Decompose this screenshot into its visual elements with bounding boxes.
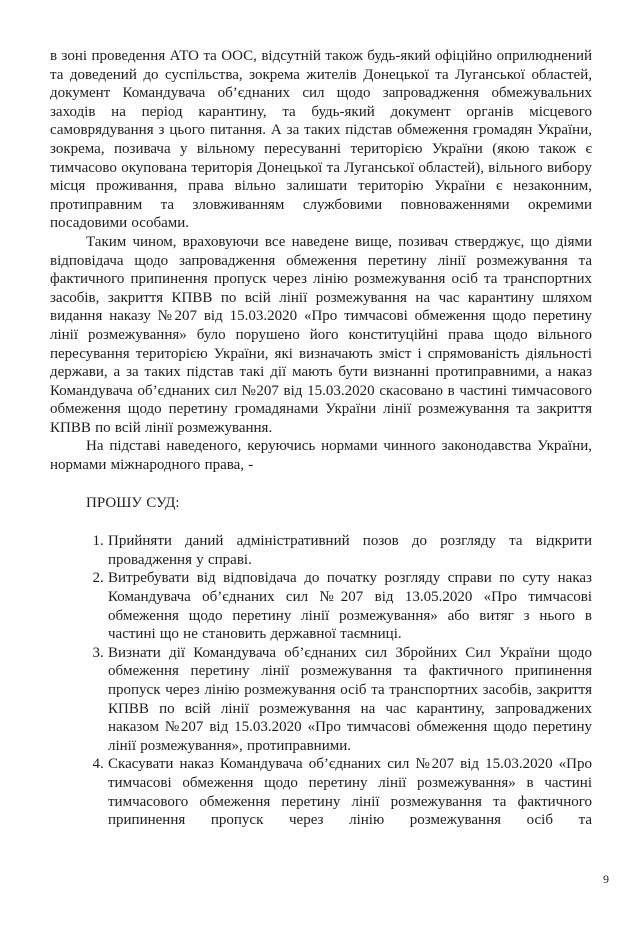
- petition-list: [87, 532, 592, 830]
- petition-item-4: 4. Скасувати наказ Командувача об’єднаних сил №207 від 15.03.2020 «Про тимчасові обмеження щодо перетину лінії розмежування» в частині тимчасового обмеження перетину лінії розмежування та фактичного припинення пропуск через лінію розмежування осіб та: [108, 755, 592, 829]
- body-paragraph-legal-basis: На підставі наведеного, керуючись нормами чинного законодавства України, нормами міжнародного права, -: [50, 438, 592, 474]
- body-paragraph-continuation: в зоні проведення АТО та ООС, відсутній також будь-який офіційно оприлюднений та доведений до суспільства, зокрема жителів Донецької та Луганської областей, документ Командувача об’єднаних сил щодо запровадження обмежувальних заходів на період карантину, та будь-який документ органів місцевого самоврядування з цього питання. А за таких підстав обмеження громадян України, зокрема, позивача у вільному пересуванні територією України (якою також є тимчасово окупована територія Донецької та Луганської областей), вільного вибору місця проживання, права вільно залишати територію України є незаконним, протиправним та зловживанням службовими повноваженнями окремими посадовими особами.: [50, 48, 592, 232]
- petition-item-1: 1. Прийняти даний адміністративний позов до розгляду та відкрити провадження у справі.: [108, 532, 592, 569]
- page-number: 9: [603, 872, 609, 886]
- petition-item-3: 3. Визнати дії Командувача об’єднаних сил Збройних Сил України щодо обмеження перетину лінії розмежування та фактичного припинення пропуск через лінію розмежування осіб та транспортних засобів, закриття КПВВ по всій лінії розмежування на час карантину, запроваджених наказом №207 від 15.03.2020 «Про тимчасові обмеження щодо перетину лінії розмежування», протиправними.: [108, 644, 592, 756]
- body-paragraph-conclusion: Таким чином, враховуючи все наведене вище, позивач стверджує, що діями відповідача щодо запровадження обмеження перетину лінії розмежування та фактичного припинення пропуск через лінію розмежування осіб та транспортних засобів, закриття КПВВ по всій лінії розмежування на час карантину шляхом видання наказу №207 від 15.03.2020 «Про тимчасові обмеження щодо перетину лінії розмежування» було порушено його конституційні права щодо вільного пересування територією України, які визначають зміст і спрямованість діяльності держави, а за таких підстав такі дії мають бути визнанні протиправними, а наказ Командувача об’єднаних сил №207 від 15.03.2020 скасовано в частині тимчасового обмеження щодо перетину громадянами України лінії розмежування та закриття КПВВ по всій лінії розмежування.: [50, 233, 592, 436]
- petition-item-2: 2. Витребувати від відповідача до початку розгляду справи по суту наказ Командувача об’єднаних сил №207 від 13.05.2020 «Про тимчасові обмеження щодо перетину лінії розмежування» або витяг з нього в частині що не становить державної таємниці.: [108, 569, 592, 643]
- petition-heading: ПРОШУ СУД:: [86, 494, 180, 511]
